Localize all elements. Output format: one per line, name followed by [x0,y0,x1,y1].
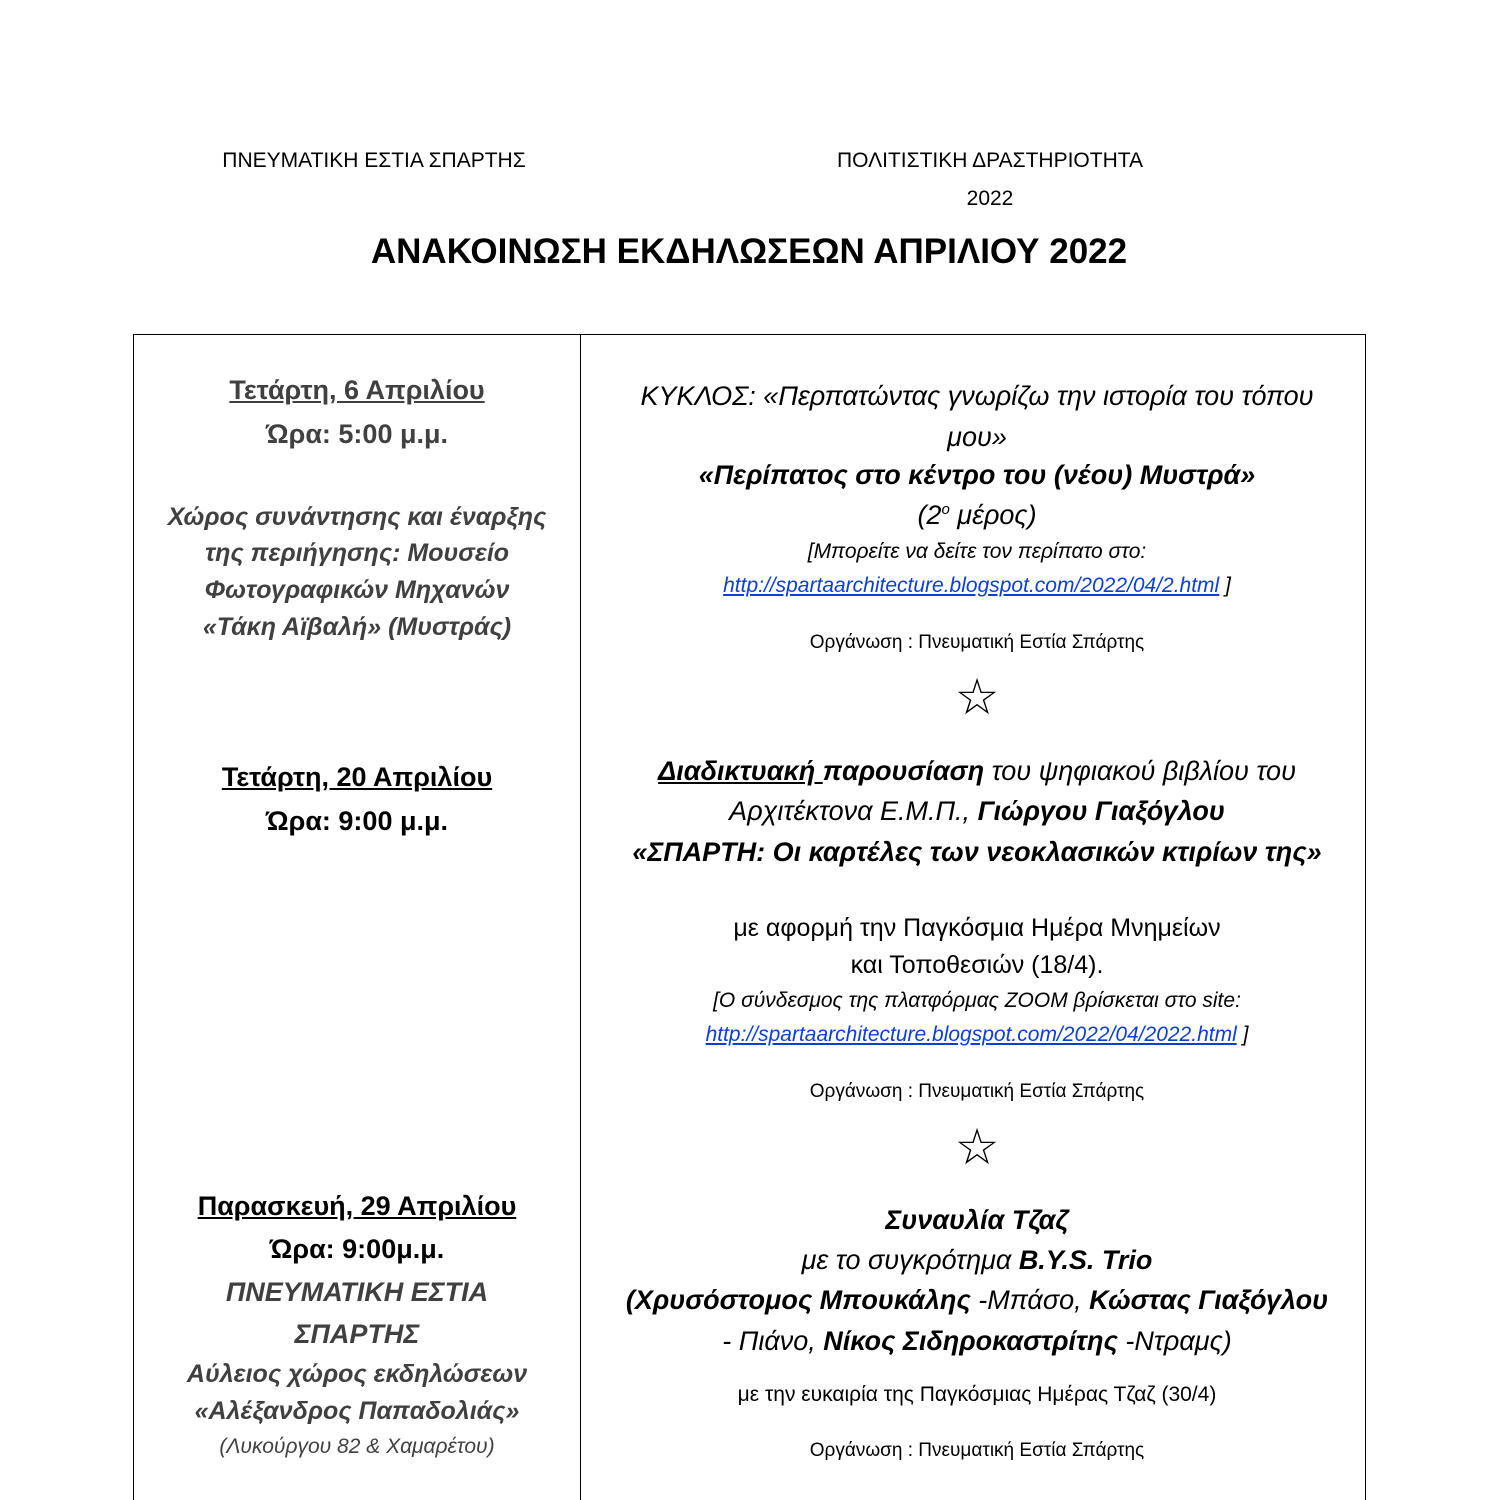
header-activity: ΠΟΛΙΤΙΣΤΙΚΗ ΔΡΑΣΤΗΡΙΟΤΗΤΑ [836,149,1144,172]
event-1-title: «Περίπατος στο κέντρο του (νέου) Μυστρά» [698,460,1256,490]
member-1-role: -Μπάσο, [970,1285,1090,1315]
event-3-members-2 [722,1328,1231,1355]
event-3-venue-3: Αύλειος χώρος εκδηλώσεων [186,1360,528,1388]
part-post: μέρος) [949,500,1037,530]
event-1-note: [Μπορείτε να δείτε τον περίπατο στο: [807,540,1147,563]
event-2-organizer: Οργάνωση : Πνευματική Εστία Σπάρτης [809,1081,1145,1102]
event-3-organizer: Οργάνωση : Πνευματική Εστία Σπάρτης [809,1440,1145,1461]
event-2-link-line [706,1024,1249,1045]
member-3: Νίκος Σιδηροκαστρίτης [823,1326,1118,1356]
member-3-role: -Ντραμς) [1117,1326,1232,1356]
event-3-members-1 [626,1287,1328,1314]
event-1-place-3: Φωτογραφικών Μηχανών [204,576,510,604]
author-title: Αρχιτέκτονα Ε.Μ.Π., [729,796,978,826]
header-org: ΠΝΕΥΜΑΤΙΚΗ ΕΣΤΙΑ ΣΠΑΡΤΗΣ [222,149,526,172]
event-1-cycle-1: ΚΥΚΛΟΣ: «Περπατώντας γνωρίζω την ιστορία του τόπου [640,381,1314,411]
event-2-occasion-2: και Τοποθεσιών (18/4). [850,951,1104,979]
star-outline-icon: ☆ [954,669,1000,725]
column-divider [580,334,581,1500]
event-1-link[interactable]: http://spartaarchitecture.blogspot.com/2022/04/2.html [723,574,1220,597]
band-pre: με το συγκρότημα [801,1245,1019,1275]
star-outline-icon: ☆ [954,1119,1000,1175]
event-1-place-4: «Τάκη Αϊβαλή» (Μυστράς) [202,613,512,641]
event-1-part [917,502,1036,529]
event-3-occasion: με την ευκαιρία της Παγκόσμιας Ημέρας Τζαζ (30/4) [737,1383,1217,1406]
part-pre: (2 [917,500,942,530]
event-1-cycle-2: μου» [947,422,1007,452]
online-label: Διαδικτυακή [658,756,823,786]
event-2-occasion-1: με αφορμή την Παγκόσμια Ημέρα Μνημείων [733,914,1221,942]
event-2-line-1 [658,758,1296,785]
page-title: ΑΝΑΚΟΙΝΩΣΗ ΕΚΔΗΛΩΣΕΩΝ ΑΠΡΙΛΙΟΥ 2022 [370,232,1128,271]
event-2-title: «ΣΠΑΡΤΗ: Οι καρτέλες των νεοκλασικών κτιρίων της» [632,837,1322,867]
event-3-venue-2: ΣΠΑΡΤΗΣ [294,1319,420,1349]
event-2-link[interactable]: http://spartaarchitecture.blogspot.com/2022/04/2022.html [705,1023,1237,1046]
member-2-role: - Πιάνο, [722,1326,824,1356]
event-3-title: Συναυλία Τζαζ [885,1205,1069,1235]
event-1-place-1: Χώρος συνάντησης και έναρξης [167,503,547,531]
event-3-time: Ώρα: 9:00μ.μ. [269,1234,445,1264]
event-3-venue-4: «Αλέξανδρος Παπαδολιάς» [194,1397,520,1425]
event-2-note: [Ο σύνδεσμος της πλατφόρμας ZOOM βρίσκεται στο site: [713,989,1241,1012]
event-3-band-line [802,1247,1153,1274]
link-close: ] [1236,1023,1249,1046]
event-1-date: Τετάρτη, 6 Απριλίου [229,375,485,405]
event-2-date: Τετάρτη, 20 Απριλίου [221,762,493,792]
band-name: B.Y.S. Trio [1018,1245,1153,1275]
event-2-time: Ώρα: 9:00 μ.μ. [266,806,448,836]
member-2: Κώστας Γιαξόγλου [1089,1285,1329,1315]
book-desc: του ψηφιακού βιβλίου του [984,756,1296,786]
event-3-date: Παρασκευή, 29 Απριλίου [197,1191,517,1221]
event-3-venue-1: ΠΝΕΥΜΑΤΙΚΗ ΕΣΤΙΑ [225,1277,489,1307]
header-year: 2022 [966,187,1014,210]
event-1-time: Ώρα: 5:00 μ.μ. [266,419,448,449]
member-1: (Χρυσόστομος Μπουκάλης [625,1285,971,1315]
event-3-address: (Λυκούργου 82 & Χαμαρέτου) [219,1435,495,1458]
event-1-place-2: της περιήγησης: Μουσείο [204,539,510,567]
event-1-link-line [723,575,1231,596]
part-sup: ο [941,501,950,518]
event-1-organizer: Οργάνωση : Πνευματική Εστία Σπάρτης [809,632,1145,653]
event-2-line-2 [729,798,1225,825]
presentation-label: παρουσίαση [822,756,985,786]
author-name: Γιώργου Γιαξόγλου [977,796,1225,826]
link-close: ] [1219,574,1231,597]
